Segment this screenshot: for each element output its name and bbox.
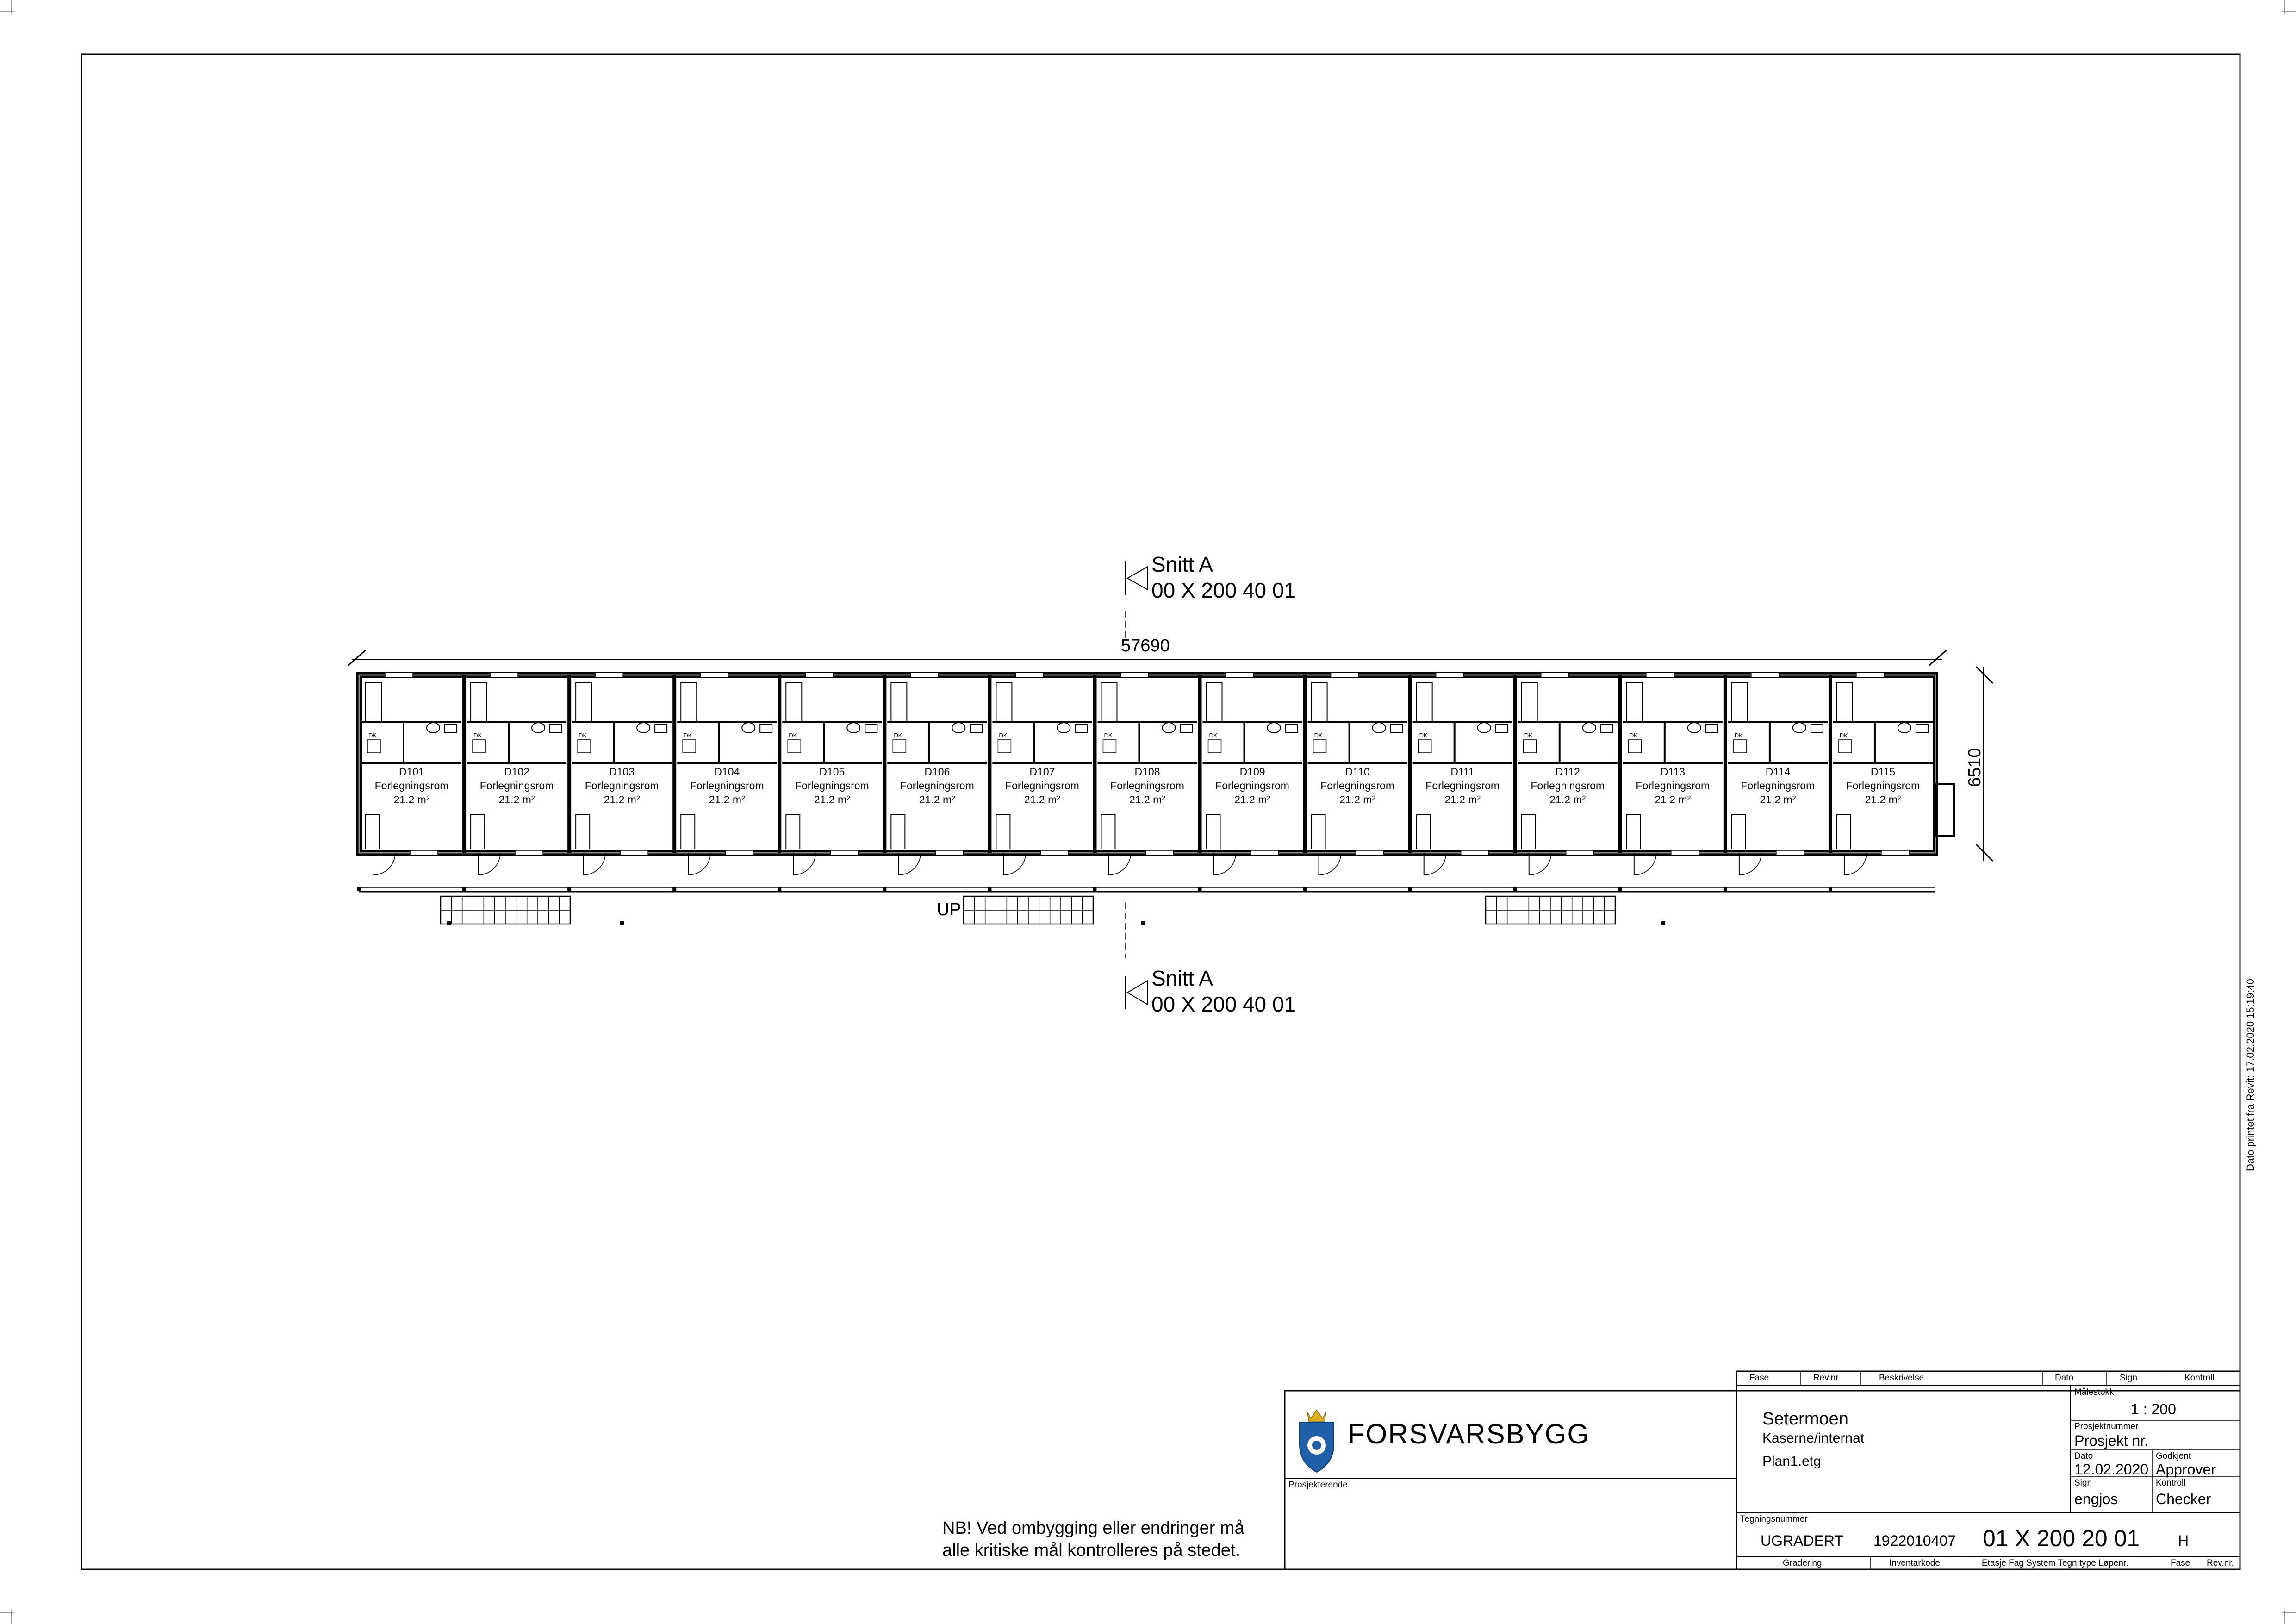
project-type: Kaserne/internat [1762, 1430, 1865, 1446]
column-post [620, 921, 624, 925]
tb-header-rev: Rev.nr [1813, 1373, 1839, 1383]
footer-fase: Fase [2171, 1558, 2190, 1568]
sink-icon [1811, 724, 1823, 732]
footer-inventarkode: Inventarkode [1889, 1558, 1940, 1568]
sheet-border [81, 54, 2240, 1569]
wardrobe [366, 682, 381, 721]
section-arrow [1127, 981, 1148, 1005]
room-area: 21.2 m² [393, 793, 430, 806]
column-post [1141, 921, 1145, 925]
toilet-icon [1268, 723, 1281, 733]
shower-tray [578, 740, 591, 753]
room-number: D115 [1870, 766, 1896, 778]
room-area: 21.2 m² [498, 793, 535, 806]
sink-icon [1601, 724, 1613, 732]
door-swing [1108, 853, 1131, 875]
railing-post [567, 887, 571, 891]
sign-label: Sign [2074, 1478, 2092, 1488]
room-label [1316, 765, 1399, 806]
prosjektnummer-label: Prosjektnummer [2074, 1422, 2139, 1431]
entry-closet [1312, 815, 1325, 849]
wardrobe [786, 682, 802, 721]
room-name: Forlegningsrom [1741, 780, 1815, 792]
room-number: D103 [609, 766, 635, 778]
shower-label: DK [1419, 732, 1428, 739]
section-marker-top-title: Snitt A [1151, 552, 1213, 576]
toilet-icon [1057, 723, 1070, 733]
room-name: Forlegningsrom [1110, 780, 1184, 792]
shower-label: DK [1314, 732, 1323, 739]
shower-tray [1839, 740, 1852, 753]
footer-etasje: Etasje Fag System Tegn.type Løpenr. [1982, 1558, 2128, 1568]
sink-icon [760, 724, 772, 732]
room-number: D114 [1765, 766, 1791, 778]
shower-label: DK [999, 732, 1008, 739]
window [595, 673, 623, 677]
section-marker-bottom-title: Snitt A [1151, 966, 1213, 990]
window [1856, 673, 1884, 677]
door-swing [1739, 853, 1761, 875]
toilet-icon [1583, 723, 1596, 733]
room-label [1736, 765, 1819, 806]
shower-label: DK [368, 732, 377, 739]
room-name: Forlegningsrom [374, 780, 449, 792]
wardrobe [1837, 682, 1853, 721]
shower-tray [683, 740, 696, 753]
sink-icon [1391, 724, 1403, 732]
window [1776, 850, 1804, 855]
wardrobe [471, 682, 486, 721]
door-swing [373, 853, 395, 875]
shower-tray [893, 740, 906, 753]
room-label [1421, 765, 1504, 806]
wardrobe [1417, 682, 1432, 721]
railing-post [1303, 887, 1307, 891]
entry-closet [1837, 815, 1851, 849]
room-name: Forlegningsrom [1425, 780, 1500, 792]
room-area: 21.2 m² [919, 793, 955, 806]
door-swing [1003, 853, 1026, 875]
shower-label: DK [473, 732, 482, 739]
wardrobe [891, 682, 907, 721]
shower-label: DK [1104, 732, 1113, 739]
gradering-value: UGRADERT [1761, 1532, 1843, 1549]
entry-closet [1522, 815, 1536, 849]
entry-closet [891, 815, 905, 849]
window [805, 673, 833, 677]
door-swing [1844, 853, 1867, 875]
inventarkode-value: 1922010407 [1873, 1532, 1956, 1549]
room-area: 21.2 m² [1234, 793, 1271, 806]
room-name: Forlegningsrom [1531, 780, 1605, 792]
room-name: Forlegningsrom [1636, 780, 1710, 792]
railing-post [1618, 887, 1622, 891]
section-marker-bottom-ref: 00 X 200 40 01 [1151, 992, 1296, 1016]
room-number: D111 [1450, 766, 1475, 778]
tb-header-sign: Sign. [2120, 1373, 2140, 1383]
shower-tray [367, 740, 380, 753]
sink-icon [1075, 724, 1087, 732]
room-label [1106, 765, 1189, 806]
entry-closet [1732, 815, 1746, 849]
dimension-tick [348, 650, 366, 666]
room-number: D105 [819, 766, 845, 778]
room-label [896, 765, 979, 806]
sink-icon [1286, 724, 1298, 732]
room-area: 21.2 m² [604, 793, 640, 806]
footer-gradering: Gradering [1783, 1558, 1822, 1568]
door-swing [478, 853, 500, 875]
window [490, 673, 518, 677]
window [385, 673, 413, 677]
sink-icon [550, 724, 562, 732]
room-name: Forlegningsrom [1215, 780, 1289, 792]
room-label [370, 765, 454, 806]
room-name: Forlegningsrom [1846, 780, 1920, 792]
railing-post [462, 887, 466, 891]
window [1331, 673, 1359, 677]
sink-icon [1706, 724, 1718, 732]
door-swing [688, 853, 710, 875]
railing-post [1408, 887, 1412, 891]
sink-icon [1916, 724, 1928, 732]
wardrobe [1522, 682, 1537, 721]
room-number: D101 [399, 766, 425, 778]
toilet-icon [427, 723, 440, 733]
toilet-icon [532, 723, 545, 733]
window [1436, 673, 1464, 677]
shower-label: DK [789, 732, 797, 739]
room-number: D104 [714, 766, 740, 778]
fase-value: H [2178, 1532, 2189, 1549]
entry-closet [996, 815, 1010, 849]
railing-post [672, 887, 676, 891]
toilet-icon [1373, 723, 1386, 733]
room-number: D109 [1239, 766, 1265, 778]
room-number: D113 [1660, 766, 1685, 778]
toilet-icon [1478, 723, 1491, 733]
window [1751, 673, 1779, 677]
toilet-icon [847, 723, 860, 733]
room-area: 21.2 m² [1129, 793, 1165, 806]
tb-header-dato: Dato [2055, 1373, 2074, 1383]
sink-icon [445, 724, 457, 732]
sink-icon [655, 724, 667, 732]
window [1646, 673, 1674, 677]
shower-tray [1313, 740, 1326, 753]
window [830, 850, 858, 855]
column-post [447, 921, 451, 925]
kontroll-value: Checker [2156, 1491, 2211, 1507]
railing-post [778, 887, 781, 891]
shower-label: DK [1839, 732, 1848, 739]
project-level: Plan1.etg [1762, 1454, 1821, 1469]
window [1120, 673, 1148, 677]
window [1040, 850, 1068, 855]
building-depth-dimension: 6510 [1965, 748, 1985, 787]
wardrobe [1101, 682, 1117, 721]
wardrobe [996, 682, 1012, 721]
room-name: Forlegningsrom [690, 780, 764, 792]
railing-post [357, 887, 361, 891]
door-swing [583, 853, 605, 875]
tb-header-kontroll: Kontroll [2184, 1373, 2215, 1383]
godkjent-value: Approver [2156, 1461, 2216, 1478]
entry-closet [1417, 815, 1431, 849]
prosjekterende-label: Prosjekterende [1288, 1480, 1348, 1490]
room-label [790, 765, 874, 806]
door-swing [1634, 853, 1656, 875]
room-name: Forlegningsrom [479, 780, 554, 792]
railing-post [1093, 887, 1096, 891]
entry-closet [1207, 815, 1220, 849]
overall-length-dimension: 57690 [1121, 636, 1170, 656]
wardrobe [681, 682, 697, 721]
door-swing [898, 853, 921, 875]
room-area: 21.2 m² [1024, 793, 1060, 806]
room-number: D102 [504, 766, 530, 778]
room-name: Forlegningsrom [900, 780, 974, 792]
window [410, 850, 438, 855]
room-label [1211, 765, 1294, 806]
window [1251, 850, 1279, 855]
tegningsnummer-value: 01 X 200 20 01 [1983, 1525, 2140, 1551]
door-swing [1529, 853, 1551, 875]
room-number: D108 [1134, 766, 1160, 778]
window [620, 850, 648, 855]
railing-post [1198, 887, 1202, 891]
window [1881, 850, 1909, 855]
entry-closet [366, 815, 380, 849]
shower-label: DK [894, 732, 902, 739]
shower-label: DK [1734, 732, 1743, 739]
room-label [580, 765, 664, 806]
shower-label: DK [1524, 732, 1533, 739]
section-arrow [1127, 567, 1148, 590]
forsvarsbygg-shield-icon [1300, 1410, 1334, 1472]
wardrobe [1312, 682, 1327, 721]
door-swing [1319, 853, 1341, 875]
shower-tray [1734, 740, 1747, 753]
room-label [1526, 765, 1609, 806]
footer-rev: Rev.nr. [2207, 1558, 2234, 1568]
shower-label: DK [684, 732, 692, 739]
tb-header-fase: Fase [1749, 1373, 1769, 1383]
window [1671, 850, 1699, 855]
entry-closet [786, 815, 800, 849]
room-area: 21.2 m² [1865, 793, 1901, 806]
room-number: D106 [924, 766, 950, 778]
entry-closet [1101, 815, 1115, 849]
column-post [1661, 921, 1665, 925]
shower-tray [473, 740, 485, 753]
room-label [475, 765, 559, 806]
door-swing [1424, 853, 1446, 875]
shower-tray [1208, 740, 1221, 753]
forsvarsbygg-logo-text: FORSVARSBYGG [1348, 1418, 1590, 1449]
tegningsnummer-label: Tegningsnummer [1740, 1514, 1808, 1524]
railing-post [1513, 887, 1517, 891]
room-number: D107 [1029, 766, 1055, 778]
room-label [685, 765, 769, 806]
malestokk-value: 1 : 200 [2131, 1401, 2176, 1418]
window [1226, 673, 1254, 677]
room-area: 21.2 m² [1549, 793, 1586, 806]
shower-label: DK [1209, 732, 1218, 739]
shower-tray [998, 740, 1011, 753]
toilet-icon [1688, 723, 1701, 733]
window [1461, 850, 1489, 855]
tb-header-beskrivelse: Beskrivelse [1879, 1373, 1924, 1383]
dimension-tick [1929, 650, 1947, 666]
window [1541, 673, 1569, 677]
room-area: 21.2 m² [814, 793, 850, 806]
shower-tray [788, 740, 801, 753]
window [1015, 673, 1043, 677]
project-name: Setermoen [1762, 1409, 1848, 1429]
room-name: Forlegningsrom [585, 780, 659, 792]
room-label [1631, 765, 1714, 806]
room-area: 21.2 m² [1339, 793, 1376, 806]
site-note-line-2: alle kritiske mål kontrolleres på stedet. [942, 1541, 1241, 1560]
room-name: Forlegningsrom [1005, 780, 1079, 792]
stair-up-label: UP [937, 900, 961, 919]
toilet-icon [1793, 723, 1806, 733]
room-number: D110 [1345, 766, 1370, 778]
dato-value: 12.02.2020 [2074, 1461, 2149, 1478]
room-area: 21.2 m² [1760, 793, 1796, 806]
entry-closet [471, 815, 485, 849]
shower-tray [1419, 740, 1431, 753]
shower-tray [1524, 740, 1537, 753]
railing-post [988, 887, 991, 891]
toilet-icon [952, 723, 965, 733]
room-label [1001, 765, 1084, 806]
kontroll-label: Kontroll [2156, 1478, 2186, 1488]
sink-icon [865, 724, 877, 732]
window [1356, 850, 1384, 855]
railing-post [883, 887, 886, 891]
window [910, 673, 938, 677]
shower-label: DK [1629, 732, 1638, 739]
room-area: 21.2 m² [709, 793, 745, 806]
window [515, 850, 543, 855]
entry-closet [681, 815, 695, 849]
sink-icon [1496, 724, 1508, 732]
wardrobe [1732, 682, 1748, 721]
dato-label: Dato [2074, 1451, 2093, 1461]
shower-tray [1629, 740, 1642, 753]
window [1566, 850, 1594, 855]
entry-closet [1627, 815, 1641, 849]
toilet-icon [637, 723, 650, 733]
shower-tray [1103, 740, 1116, 753]
room-number: D112 [1555, 766, 1580, 778]
room-name: Forlegningsrom [795, 780, 869, 792]
wardrobe [1627, 682, 1643, 721]
print-date-note: Dato printet fra Revit: 17.02.2020 15:19:40 [2245, 979, 2256, 1171]
section-marker-top-ref: 00 X 200 40 01 [1151, 578, 1296, 602]
sink-icon [1180, 724, 1192, 732]
wardrobe [576, 682, 591, 721]
malestokk-label: Målestokk [2074, 1387, 2114, 1397]
room-name: Forlegningsrom [1320, 780, 1395, 792]
railing-post [1724, 887, 1727, 891]
window [700, 673, 728, 677]
toilet-icon [1162, 723, 1175, 733]
window [725, 850, 753, 855]
toilet-icon [1898, 723, 1911, 733]
room-label [1841, 765, 1924, 806]
sink-icon [970, 724, 982, 732]
room-area: 21.2 m² [1444, 793, 1481, 806]
dimension-tick [1976, 667, 1993, 683]
window [1145, 850, 1173, 855]
shower-label: DK [579, 732, 587, 739]
room-area: 21.2 m² [1655, 793, 1691, 806]
site-note-line-1: NB! Ved ombygging eller endringer må [942, 1518, 1244, 1538]
sign-value: engjos [2074, 1491, 2118, 1507]
door-swing [793, 853, 815, 875]
window [935, 850, 963, 855]
godkjent-label: Godkjent [2156, 1451, 2191, 1461]
toilet-icon [742, 723, 755, 733]
dimension-tick [1976, 844, 1993, 861]
wardrobe [1207, 682, 1222, 721]
entry-closet [576, 815, 590, 849]
prosjektnummer-value: Prosjekt nr. [2074, 1432, 2149, 1449]
railing-post [1829, 887, 1832, 891]
door-swing [1214, 853, 1236, 875]
